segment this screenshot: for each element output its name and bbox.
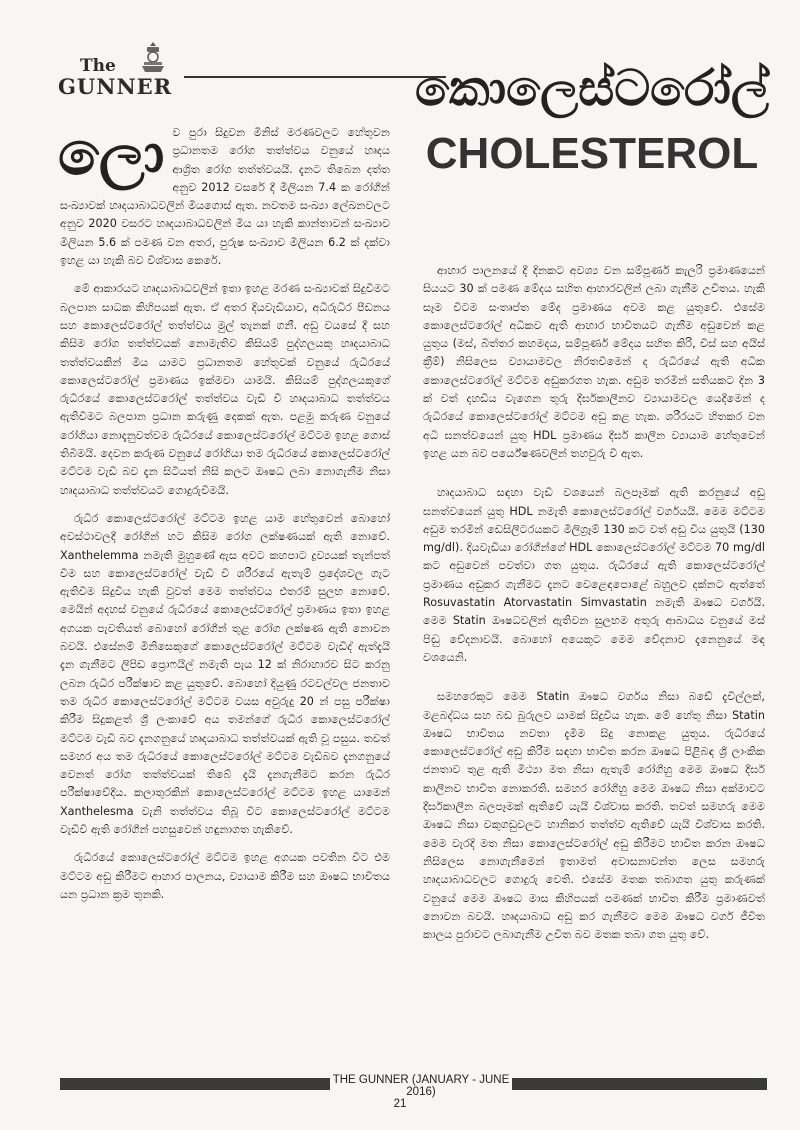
paragraph-4: රුධිරයේ කොලෙස්ටරෝල් මට්ටම ඉහළ අගයක පවතින විට එම මට්ටම අඩු කිරීමට ආහාර පාලනය, ව්‍යායාම කිරීම සහ ඖෂධ භාවිතය යන ප්‍රධාන ක්‍රම තුනකි. (60, 851, 390, 901)
masthead (58, 40, 388, 100)
title-english: CHOLESTEROL (425, 129, 759, 178)
regimental-crest-icon (138, 40, 168, 74)
masthead-the: The (80, 56, 116, 76)
footer-bar-right (512, 1078, 767, 1090)
paragraph-5: ආහාර පාලනයේ දී දිනකට අවශ්‍ය වන සම්පූර්ණ කැලරි ප්‍රමාණයෙන් සියයට 30 ක් පමණ මේදය සහිත ආහාරවලින් ලබා ගැනීම උචිතය. හැකි සෑම විටම සංතෘප්ත මේද ප්‍රමාණය අවම කළ යුතුවේ. එසේම කොලෙස්ටරෝල් අධිකව ඇති ආහාර භාවිතයට ගැනීම අඩුවෙන් කළ යුතුය (මස්, බිත්තර කහමදය, සම්පූර්ණ මේදය සහිත කිරි, චීස් සහ අයිස් ක්‍රීම්) නිසිලෙස ව්‍යායාමවල නිරතවීමෙන් ද රුධිරයේ ඇති අධික කොලෙස්ටරෝල් මට්ටම අඩුකරගත හැක. අඩුම තරමින් සතියකට දින 3 ක් වත් දහඩිය වැගෙන තුරු දීර්ඝකාලීනව ව්‍යායාමවල යෙදීමෙන් ද රුධිරයේ කොලෙස්ටරෝල් මට්ටම අඩු කළ හැක. ශරීරයට හිතකර වන අධි ඝනත්වයෙන් යුතු HDL ප්‍රමාණය දීර්ඝ කාලීන ව්‍යායාම හේතුවෙන් ඉහළ යන බව පර්යේෂණවලින් තහවුරු වී ඇත. (423, 264, 765, 460)
left-column (58, 119, 390, 914)
right-column (423, 262, 765, 965)
paragraph-1 (58, 119, 390, 270)
dropcap: ලො (58, 119, 165, 189)
paragraph-3: රුධිර කොලෙස්ටරෝල් මට්ටම ඉහළ යාම හේතුවෙන් බොහෝ අවස්ථාවලදී රෝගීන් හට කිසිම රෝග ලක්ෂණයක් ඇති නොවේ. Xanthelemma නමැති මුහුණේ ඇස අවට කහපාට ද්‍රව්‍යයක් තැන්පත් වීම සහ කොලෙස්ටරෝල් වැඩි වී ශරීරයේ ඇතැම් ප්‍රදේශවල ගැට ඇතිවීම සිදුවිය හැකි වුවත් මෙම තත්ත්වය එතරම් සුලභ නොවේ. මෙයින් අදහස් වනුයේ රුධිරයේ කොලෙස්ටරෝල් ප්‍රමාණය ඉතා ඉහළ අගයක පැවතියත් බොහෝ රෝගීන් තුළ රෝග ලක්ෂණ ඇති නොවන බවයි. එසේනම් මිනිසෙකුගේ කොලෙස්ටරෝල් මට්ටම වැඩිද් ඇත්දැයි දැන ගැනීමට ලිපිඩ ප්‍රොෆයිල් නමැති පැය 12 ක් නිරාහාරව සිට කරනු ලබන රුධිර පරීක්ෂාව කළ යුතුවේ. බොහෝ දියුණු රටවල්වල ජනතාව තම රුධිර කොලෙස්ටරෝල් මට්ටම වයස අවුරුදු 20 න් පසු පරීක්ෂා කිරීම සිදුකළත් ශ්‍රී ලංකාවේ අය තමන්ගේ රුධිර කොලෙස්ටරෝල් මට්ටම වැඩි බව දැනගනුයේ හෘදයාබාධ තත්ත්වයක් ඇති වූ පසුය. තවත් සමහර අය තම රුධිරයේ කොලෙස්ටරෝල් මට්ටම වැඩිබව දැනගනුයේ වෙනත් රෝග තත්ත්වයක් තිබේ දැයි දැනගැනීමට කරන රුධිර පරීක්ෂාවේදීය. කලාතුරකින් කොලෙස්ටරෝල් මට්ටම ඉහළ යාමෙන් Xanthelesma වැනි තත්ත්වය තිබූ විට කොලෙස්ටරෝල් මට්ටම වැඩිවී ඇති රෝගීන් පහසුවෙන් හඳුනාගත හැකිවේ. (60, 511, 390, 836)
title-sinhala: කොලෙස්ටරෝල් (414, 59, 770, 117)
paragraph-7: සමහරෙකුට මෙම Statin ඖෂධ වර්ගය නිසා බඩේ දැවිල්ලක්, මළබද්ධය සහ බඩ බුරුලව යාමක් සිදුවිය හැක. මේ හේතු නිසා Statin ඖෂධ භාවිතය නවතා දැමීම සිදු නොකළ යුතුය. රුධිරයේ කොලෙස්ටරෝල් අඩු කිරීම සඳහා භාවිත කරන ඖෂධ පිළිබඳ ශ්‍රී ලාංකික ජනතාව තුළ ඇති මිථ්‍යා මත නිසා ඇතැම් රෝගීහු මෙම ඖෂධ දීර්ඝ කාලීනව භාවිත නොකරති. සමහර රෝගීහු මෙම ඖෂධ නිසා අක්මාවට දීර්ඝකාලීන බලපෑමක් ඇතිවේ යැයි විශ්වාස කරති. තවත් සමහරු මෙම ඖෂධ නිසා වකුගඩුවලට හානිකර තත්ත්ව ඇතිවේ යැයි විශ්වාස කරති. මෙම වැරදි මත නිසා කොලෙස්ටරෝල් අඩු කිරීමට භාවිත කරන ඖෂධ නිසිලෙස නොගැනීමෙන් ඉතාමත් අවාසනාවන්ත ලෙස සමහරු හෘදයාබාධවලට ගොදුරු වෙති. එසේම මතක තබාගත යුතු කරුණක් වනුයේ මෙම ඖෂධ මාස කිහිපයක් පමණක් භාවිත කිරීම ප්‍රමාණවත් නොවන බවයි. හෘදයාබාධ අඩු කර ගැනීමට මෙම ඖෂධ වර්ග ජීවිත කාලය පුරාවට ලබාගැනීම උචිත බව මතක තබා ගත යුතු වේ. (423, 690, 765, 942)
masthead-gunner: GUNNER (58, 74, 173, 99)
footer-bar-left (60, 1078, 330, 1090)
page-number: 21 (393, 1098, 407, 1110)
masthead-rule (184, 76, 446, 78)
paragraph-1-text: ව පුරා සිදුවන මිනිස් මරණවලට හේතුවන ප්‍රධානතම රෝග තත්ත්වය වනුයේ හෘදය ආශ්‍රිත රෝග තත්ත්වයයි. දැනට තිබෙන දත්ත අනුව 2012 වසරේ දී මිලියන 7.4 ක රෝගීන් සංඛ්‍යාවක් හෘදයාබාධවලින් මියගොස් ඇත. නවතම සංඛ්‍යා ලේඛනවලට අනුව 2020 වසරට හෘදයාබාධවලින් මිය යා හැකි කාන්තාවන් සංඛ්‍යාව මිලියන 5.6 ක් පමණ වන අතර, පුරුෂ සංඛ්‍යාව මිලියන 6.2 ක් දක්වා ඉහළ යා හැකි බව විශ්වාස කෙරේ. (60, 126, 390, 268)
footer-publication: THE GUNNER (JANUARY - JUNE 2016) (332, 1074, 510, 1098)
paragraph-2: මේ ආකාරයට හෘදයාබාධවලින් ඉතා ඉහළ මරණ සංඛ්‍යාවක් සිදුවීමට බලපාන සාධක කිහිපයක් ඇත. ඒ අතර දියවැඩියාව, අධිරුධිර පීඩනය සහ කොලෙස්ටරෝල් තත්ත්වය මුල් තැනක් ගනී. අඩු වයසේ දී සහ කිසිම රෝග තත්ත්වයක් නොමැතිව කිසියම් පුද්ගලයකු හෘදයාබාධ තත්ත්වයකින් මිය යාමට ප්‍රධානතම හේතුවක් වනුයේ රුධිරයේ කොලෙස්ටරෝල් ප්‍රමාණය ඉක්මවා යාමයි. කිසියම් පුද්ගලයකුගේ රුධිරයේ කොලෙස්ටරෝල් තත්ත්වය වැඩි වී හෘදයාබාධ තත්ත්වය ඇතිවීමට බලපාන ප්‍රධාන කරුණු දෙකක් ඇත. පළමු කරුණ වනුයේ රෝගියා නොදැනුවත්වම රුධිරයේ කොලෙස්ටරෝල් මට්ටම ඉහළ ගොස් තිබීමයි. දෙවන කරුණ වනුයේ රෝගියා තම රුධිරයේ කොලෙස්ටරෝල් මට්ටම වැඩි බව දැන සිටියත් නිසි කලට ඖෂධ ලබා නොගැනීම නිසා හෘදයාබාධ තත්ත්වයට ගොදුරුවීමයි. (60, 282, 390, 497)
paragraph-6: හෘදයාබාධ සඳහා වැඩි වශයෙන් බලපෑමක් ඇති කරනුයේ අඩු ඝනත්වයෙන් යුතු HDL නමැති කොලෙස්ටරෝල් වර්ගයයි. මෙම මට්ටම අඩුම තරමින් ඩෙසිලීටරයකට මිලිග්‍රෑම් 130 කට වත් අඩු විය යුතුයි (130 mg/dl). දියවැඩියා රෝගීන්ගේ HDL කොලෙස්ටරෝල් මට්ටම 70 mg/dl කට අඩුවෙන් පවත්වා ගත යුතුය. රුධිරයේ ඇති කොලෙස්ටරෝල් ප්‍රමාණය අඩුකර ගැනීමට දැනට වෙළෙඳපොළේ බහුලව දක්නට ඇත්තේ Rosuvastatin Atorvastatin Simvastatin නමැති ඖෂධ වර්ගයි. මෙම Statin ඖෂධවලින් ඇතිවන සුලභම අතුරු ආබාධය වනුයේ මස් පිඬු වේදනාවයි. බොහෝ අයෙකුට මෙම වේදනාව දැනෙනුයේ මඳ වශයෙනි. (423, 486, 765, 664)
